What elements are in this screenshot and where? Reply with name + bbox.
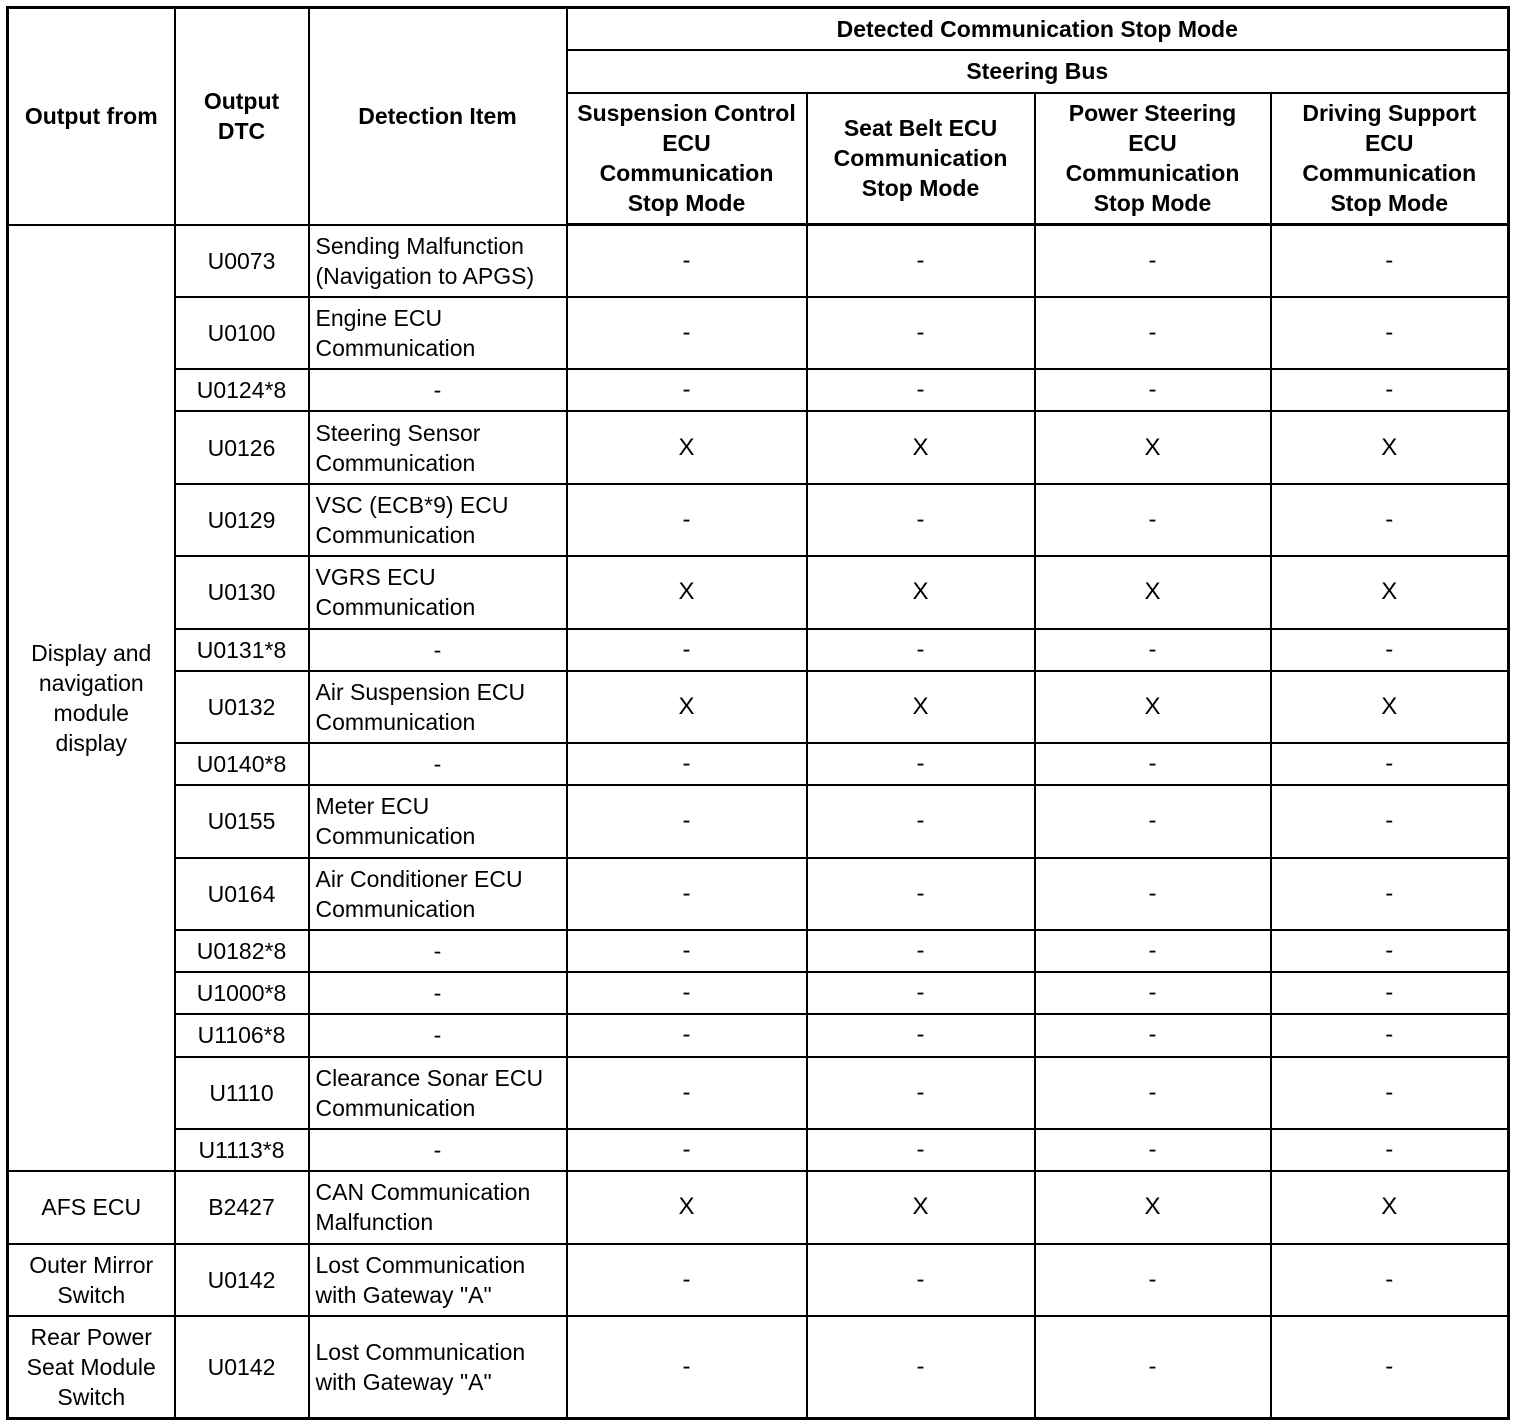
stop-mode-mark-cell: - <box>567 930 807 972</box>
stop-mode-mark-cell: - <box>567 1057 807 1129</box>
stop-mode-mark-cell: - <box>807 369 1035 411</box>
detection-item-cell: CAN Communication Malfunction <box>309 1171 567 1243</box>
stop-mode-mark-cell: - <box>1271 225 1509 297</box>
detection-item-cell: - <box>309 972 567 1014</box>
stop-mode-mark-cell: - <box>1035 743 1271 785</box>
stop-mode-mark-cell: - <box>1271 1014 1509 1056</box>
stop-mode-mark-cell: X <box>1271 411 1509 483</box>
detection-item-cell: Air Suspension ECU Communication <box>309 671 567 743</box>
stop-mode-mark-cell: - <box>567 1014 807 1056</box>
stop-mode-mark-cell: - <box>1271 484 1509 556</box>
stop-mode-mark-cell: - <box>807 743 1035 785</box>
detection-item-cell: - <box>309 1129 567 1171</box>
stop-mode-mark-cell: - <box>807 785 1035 857</box>
stop-mode-mark-cell: - <box>1035 1316 1271 1419</box>
stop-mode-mark-cell: - <box>1271 1057 1509 1129</box>
stop-mode-mark-cell: - <box>807 629 1035 671</box>
stop-mode-mark-cell: - <box>807 484 1035 556</box>
dtc-code-cell: U0129 <box>175 484 309 556</box>
table-row <box>8 1014 1509 1056</box>
stop-mode-mark-cell: - <box>807 1316 1035 1419</box>
stop-mode-mark-cell: - <box>1035 858 1271 930</box>
stop-mode-mark-cell: - <box>567 225 807 297</box>
header-mode-suspension: Suspension Control ECU Communication Stop Mode <box>567 93 807 225</box>
detection-item-cell: Lost Communication with Gateway "A" <box>309 1316 567 1419</box>
stop-mode-mark-cell: - <box>1271 785 1509 857</box>
stop-mode-mark-cell: - <box>567 369 807 411</box>
header-detected-stop-mode: Detected Communication Stop Mode <box>567 8 1509 50</box>
stop-mode-mark-cell: - <box>1271 972 1509 1014</box>
stop-mode-mark-cell: - <box>1035 629 1271 671</box>
stop-mode-mark-cell: - <box>1035 1244 1271 1316</box>
detection-item-cell: - <box>309 1014 567 1056</box>
output-from-cell: AFS ECU <box>8 1171 175 1243</box>
dtc-code-cell: B2427 <box>175 1171 309 1243</box>
stop-mode-mark-cell: X <box>1035 671 1271 743</box>
stop-mode-mark-cell: - <box>1271 1316 1509 1419</box>
header-mode-driving-support: Driving Support ECU Communication Stop Mode <box>1271 93 1509 225</box>
table-row <box>8 411 1509 483</box>
stop-mode-mark-cell: - <box>1271 743 1509 785</box>
header-mode-seat-belt: Seat Belt ECU Communication Stop Mode <box>807 93 1035 225</box>
stop-mode-mark-cell: X <box>807 556 1035 628</box>
dtc-code-cell: U1113*8 <box>175 1129 309 1171</box>
table-row <box>8 930 1509 972</box>
dtc-code-cell: U0100 <box>175 297 309 369</box>
stop-mode-mark-cell: - <box>1035 297 1271 369</box>
stop-mode-mark-cell: - <box>807 858 1035 930</box>
dtc-code-cell: U0126 <box>175 411 309 483</box>
stop-mode-mark-cell: - <box>1035 225 1271 297</box>
stop-mode-mark-cell: - <box>1035 1014 1271 1056</box>
stop-mode-mark-cell: X <box>1271 556 1509 628</box>
dtc-code-cell: U1110 <box>175 1057 309 1129</box>
stop-mode-mark-cell: - <box>807 297 1035 369</box>
stop-mode-mark-cell: - <box>567 629 807 671</box>
stop-mode-mark-cell: - <box>1271 1129 1509 1171</box>
stop-mode-mark-cell: - <box>807 1057 1035 1129</box>
output-from-cell: Display and navigation module display <box>8 225 175 1172</box>
dtc-code-cell: U0155 <box>175 785 309 857</box>
dtc-code-cell: U0130 <box>175 556 309 628</box>
table-row <box>8 297 1509 369</box>
dtc-code-cell: U0142 <box>175 1316 309 1419</box>
stop-mode-mark-cell: - <box>567 484 807 556</box>
stop-mode-mark-cell: - <box>567 297 807 369</box>
table-row <box>8 1129 1509 1171</box>
detection-item-cell: Lost Communication with Gateway "A" <box>309 1244 567 1316</box>
dtc-communication-table <box>6 6 1510 1420</box>
table-row <box>8 1244 1509 1316</box>
detection-item-cell: - <box>309 369 567 411</box>
stop-mode-mark-cell: X <box>1271 1171 1509 1243</box>
table-row <box>8 743 1509 785</box>
detection-item-cell: Meter ECU Communication <box>309 785 567 857</box>
detection-item-cell: - <box>309 743 567 785</box>
stop-mode-mark-cell: X <box>1035 411 1271 483</box>
table-row <box>8 556 1509 628</box>
stop-mode-mark-cell: X <box>807 411 1035 483</box>
table-row <box>8 972 1509 1014</box>
detection-item-cell: Clearance Sonar ECU Communication <box>309 1057 567 1129</box>
dtc-code-cell: U0140*8 <box>175 743 309 785</box>
header-output-dtc: Output DTC <box>175 8 309 225</box>
table-row <box>8 225 1509 297</box>
stop-mode-mark-cell: - <box>1271 1244 1509 1316</box>
table-row <box>8 858 1509 930</box>
table-header <box>8 8 1509 225</box>
stop-mode-mark-cell: - <box>567 1244 807 1316</box>
dtc-code-cell: U0182*8 <box>175 930 309 972</box>
stop-mode-mark-cell: X <box>1035 1171 1271 1243</box>
header-steering-bus: Steering Bus <box>567 50 1509 93</box>
stop-mode-mark-cell: - <box>807 225 1035 297</box>
table-row <box>8 785 1509 857</box>
stop-mode-mark-cell: - <box>1035 369 1271 411</box>
stop-mode-mark-cell: - <box>1035 972 1271 1014</box>
stop-mode-mark-cell: - <box>567 785 807 857</box>
stop-mode-mark-cell: - <box>807 1129 1035 1171</box>
table-row <box>8 629 1509 671</box>
stop-mode-mark-cell: - <box>1271 629 1509 671</box>
stop-mode-mark-cell: X <box>1035 556 1271 628</box>
dtc-code-cell: U0073 <box>175 225 309 297</box>
stop-mode-mark-cell: - <box>567 743 807 785</box>
stop-mode-mark-cell: - <box>807 930 1035 972</box>
dtc-code-cell: U0131*8 <box>175 629 309 671</box>
header-mode-power-steering: Power Steering ECU Communication Stop Mode <box>1035 93 1271 225</box>
detection-item-cell: - <box>309 629 567 671</box>
stop-mode-mark-cell: X <box>1271 671 1509 743</box>
table-row <box>8 1316 1509 1419</box>
detection-item-cell: Steering Sensor Communication <box>309 411 567 483</box>
stop-mode-mark-cell: - <box>807 1244 1035 1316</box>
stop-mode-mark-cell: X <box>567 411 807 483</box>
dtc-code-cell: U0142 <box>175 1244 309 1316</box>
table-row <box>8 671 1509 743</box>
stop-mode-mark-cell: - <box>1035 785 1271 857</box>
stop-mode-mark-cell: - <box>1035 1129 1271 1171</box>
stop-mode-mark-cell: X <box>567 1171 807 1243</box>
stop-mode-mark-cell: - <box>1271 369 1509 411</box>
stop-mode-mark-cell: - <box>1035 930 1271 972</box>
header-output-from: Output from <box>8 8 175 225</box>
table-row <box>8 1057 1509 1129</box>
stop-mode-mark-cell: - <box>807 972 1035 1014</box>
stop-mode-mark-cell: - <box>567 1316 807 1419</box>
detection-item-cell: Sending Malfunction (Navigation to APGS) <box>309 225 567 297</box>
dtc-code-cell: U1106*8 <box>175 1014 309 1056</box>
stop-mode-mark-cell: - <box>1271 858 1509 930</box>
stop-mode-mark-cell: X <box>567 671 807 743</box>
output-from-cell: Outer Mirror Switch <box>8 1244 175 1316</box>
dtc-code-cell: U0164 <box>175 858 309 930</box>
stop-mode-mark-cell: X <box>807 1171 1035 1243</box>
header-detection-item: Detection Item <box>309 8 567 225</box>
table-row <box>8 484 1509 556</box>
dtc-code-cell: U0132 <box>175 671 309 743</box>
table-row <box>8 369 1509 411</box>
dtc-code-cell: U0124*8 <box>175 369 309 411</box>
detection-item-cell: VGRS ECU Communication <box>309 556 567 628</box>
stop-mode-mark-cell: - <box>567 858 807 930</box>
stop-mode-mark-cell: - <box>567 972 807 1014</box>
stop-mode-mark-cell: - <box>807 1014 1035 1056</box>
detection-item-cell: - <box>309 930 567 972</box>
detection-item-cell: VSC (ECB*9) ECU Communication <box>309 484 567 556</box>
dtc-code-cell: U1000*8 <box>175 972 309 1014</box>
stop-mode-mark-cell: - <box>1035 484 1271 556</box>
table-row <box>8 1171 1509 1243</box>
stop-mode-mark-cell: X <box>807 671 1035 743</box>
table-body <box>8 225 1509 1419</box>
stop-mode-mark-cell: - <box>1271 930 1509 972</box>
stop-mode-mark-cell: - <box>1271 297 1509 369</box>
detection-item-cell: Engine ECU Communication <box>309 297 567 369</box>
stop-mode-mark-cell: - <box>1035 1057 1271 1129</box>
detection-item-cell: Air Conditioner ECU Communication <box>309 858 567 930</box>
stop-mode-mark-cell: - <box>567 1129 807 1171</box>
stop-mode-mark-cell: X <box>567 556 807 628</box>
output-from-cell: Rear Power Seat Module Switch <box>8 1316 175 1419</box>
